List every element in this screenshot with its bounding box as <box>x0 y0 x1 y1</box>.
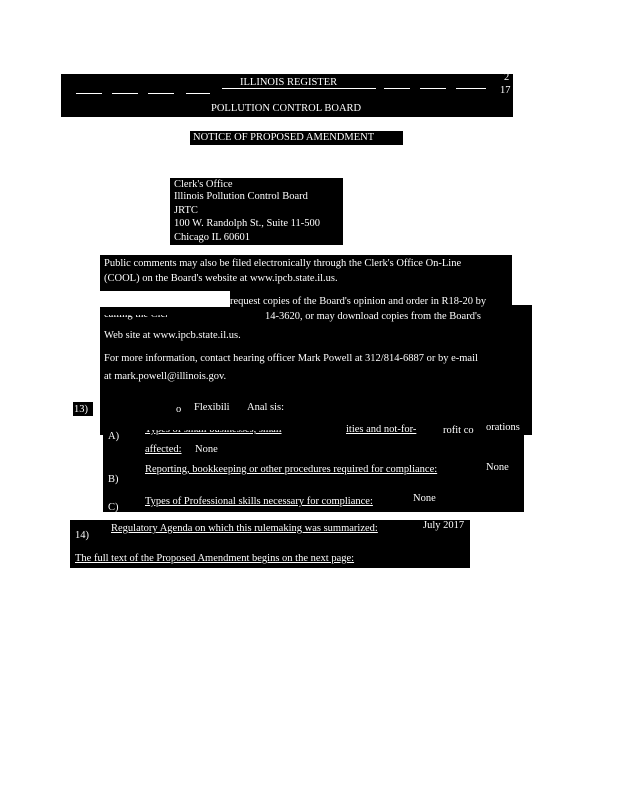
header-rule <box>384 88 410 89</box>
header-rule <box>186 93 210 94</box>
register-title: ILLINOIS REGISTER <box>240 77 338 88</box>
page-number-bottom: 17 <box>500 85 511 96</box>
cool-line-1: Public comments may also be filed electronically through the Clerk's Office On-Line <box>104 258 462 269</box>
item-b-value: None <box>486 462 509 473</box>
header-rule <box>76 93 102 94</box>
section-13-number: 13) <box>74 404 88 415</box>
redaction-gap <box>100 291 230 307</box>
item-a-text: ities and not-for- <box>346 424 417 435</box>
section-14-number: 14) <box>75 530 89 541</box>
address-line: 100 W. Randolph St., Suite 11-500 <box>174 218 321 229</box>
header-rule <box>112 93 138 94</box>
item-b-label: B) <box>108 474 119 485</box>
item-a-affected: affected: <box>145 444 182 455</box>
agency-title: POLLUTION CONTROL BOARD <box>211 103 362 114</box>
notice-title: NOTICE OF PROPOSED AMENDMENT <box>193 132 375 143</box>
section-14-value: July 2017 <box>423 520 465 531</box>
body-block-lower <box>100 305 532 435</box>
item-a-value: None <box>195 444 218 455</box>
item-c-value: None <box>413 493 436 504</box>
copies-line-2b: 14-3620, or may download copies from the Board's <box>265 311 481 322</box>
page-number-top: 2 <box>504 72 510 83</box>
cool-line-2: (COOL) on the Board's website at www.ipcb.state.il.us. <box>104 273 338 284</box>
item-c-text: Types of Professional skills necessary for compliance: <box>145 496 373 507</box>
copies-line-1: request copies of the Board's opinion and order in R18-20 by <box>230 296 487 307</box>
header-rule <box>420 88 446 89</box>
item-a-text: orations <box>486 422 520 433</box>
section-13-heading: Anal sis: <box>247 402 285 413</box>
closing-text: The full text of the Proposed Amendment begins on the next page: <box>75 553 355 564</box>
address-line: Illinois Pollution Control Board <box>174 191 308 202</box>
copies-line-3: Web site at www.ipcb.state.il.us. <box>104 330 241 341</box>
address-line: Clerk's Office <box>174 179 233 190</box>
item-a-label: A) <box>108 431 120 442</box>
info-line-1: For more information, contact hearing officer Mark Powell at 312/814-6887 or by e-mail <box>104 353 478 364</box>
item-c-label: C) <box>108 502 119 513</box>
section-14-text: Regulatory Agenda on which this rulemaking was summarized: <box>111 523 378 534</box>
section-13-heading: Flexibili <box>194 402 230 413</box>
section-13-heading: o <box>176 404 182 415</box>
item-b-text: Reporting, bookkeeping or other procedures required for compliance: <box>145 464 438 475</box>
info-line-2: at mark.powell@illinois.gov. <box>104 371 227 382</box>
address-line: JRTC <box>174 205 198 216</box>
header-rule <box>148 93 174 94</box>
address-line: Chicago IL 60601 <box>174 232 251 243</box>
header-rule <box>456 88 486 89</box>
item-a-text: rofit co <box>443 425 474 436</box>
